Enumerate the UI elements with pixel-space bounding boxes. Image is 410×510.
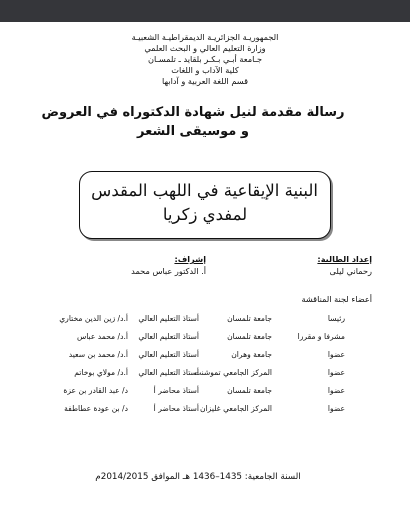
committee-member-institution: جامعة تلمسان (227, 332, 272, 341)
committee-member-name: د/ عبد القادر بن عزة (63, 386, 128, 395)
academic-year: السنة الجامعية: 1435–1436 هـ الموافق 2014/2015م (95, 472, 301, 482)
committee-member-name: أ.د/ محمد عباس (76, 332, 128, 341)
committee-member-institution: جامعة تلمسان (227, 314, 272, 323)
committee-member-institution: المركز الجامعي تموشنت (194, 368, 272, 377)
institution-line-republic: الجمهوريـة الجزائريـة الديمقراطيـة الشعبيـة (131, 32, 279, 42)
committee-member-institution: المركز الجامعي غليزان (200, 404, 272, 413)
committee-member-role: عضوا (327, 404, 345, 413)
committee-row (16, 367, 394, 381)
committee-member-name: أ.د/ محمد بن سعيد (68, 350, 128, 359)
institution-line-department: قسم اللغة العربية و آدابها (162, 76, 248, 86)
committee-row (16, 385, 394, 399)
committee-member-role: رئيسا (327, 314, 345, 323)
document-page (16, 22, 394, 510)
committee-member-institution: جامعة وهران (231, 350, 272, 359)
committee-member-institution: جامعة تلمسان (227, 386, 272, 395)
committee-heading: أعضاء لجنة المناقشة (301, 294, 372, 304)
committee-member-rank: أستاذ التعليم العالي (138, 332, 199, 341)
committee-member-name: أ.د/ مولاي بوخاتم (74, 368, 128, 377)
committee-member-rank: أستاذ محاضر أ (153, 386, 199, 395)
committee-member-name: د/ بن عودة عطاطفة (64, 404, 128, 413)
student-name: رحماني ليلى (329, 266, 372, 276)
student-label: إعداد الطالبة: (317, 254, 372, 264)
committee-member-role: مشرفا و مقررا (297, 332, 345, 341)
committee-member-name: أ.د/ زين الدين مختاري (59, 314, 128, 323)
committee-member-role: عضوا (327, 350, 345, 359)
supervisor-name: أ. الدكتور عباس محمد (131, 266, 206, 276)
committee-member-rank: أستاذ التعليم العالي (138, 314, 199, 323)
institution-line-ministry: وزارة التعليم العالي و البحث العلمي (144, 43, 266, 53)
thesis-title-line-2: لمفدي زكريا (162, 205, 248, 224)
institution-line-faculty: كلية الآداب و اللغات (171, 65, 239, 75)
committee-member-rank: أستاذ التعليم العالي (138, 350, 199, 359)
thesis-title-box (79, 171, 331, 239)
committee-row (16, 403, 394, 417)
thesis-purpose-line-2: و موسيقى الشعر (137, 124, 249, 139)
viewer-toolbar (0, 0, 410, 22)
committee-member-role: عضوا (327, 368, 345, 377)
committee-member-rank: أستاذ التعليم العالي (138, 368, 199, 377)
committee-row (16, 349, 394, 363)
committee-member-role: عضوا (327, 386, 345, 395)
supervisor-label: إشراف: (174, 254, 206, 264)
committee-row (16, 331, 394, 345)
committee-member-rank: أستاذ محاضر أ (153, 404, 199, 413)
thesis-title-line-1: البنية الإيقاعية في اللهب المقدس (91, 181, 318, 200)
institution-line-university: جـامعة أبـي بـكـر بلقايد ـ تلمسـان (147, 54, 263, 64)
thesis-purpose-line-1: رسالة مقدمة لنيل شهادة الدكتوراه في العروض (41, 105, 345, 120)
committee-row (16, 313, 394, 327)
